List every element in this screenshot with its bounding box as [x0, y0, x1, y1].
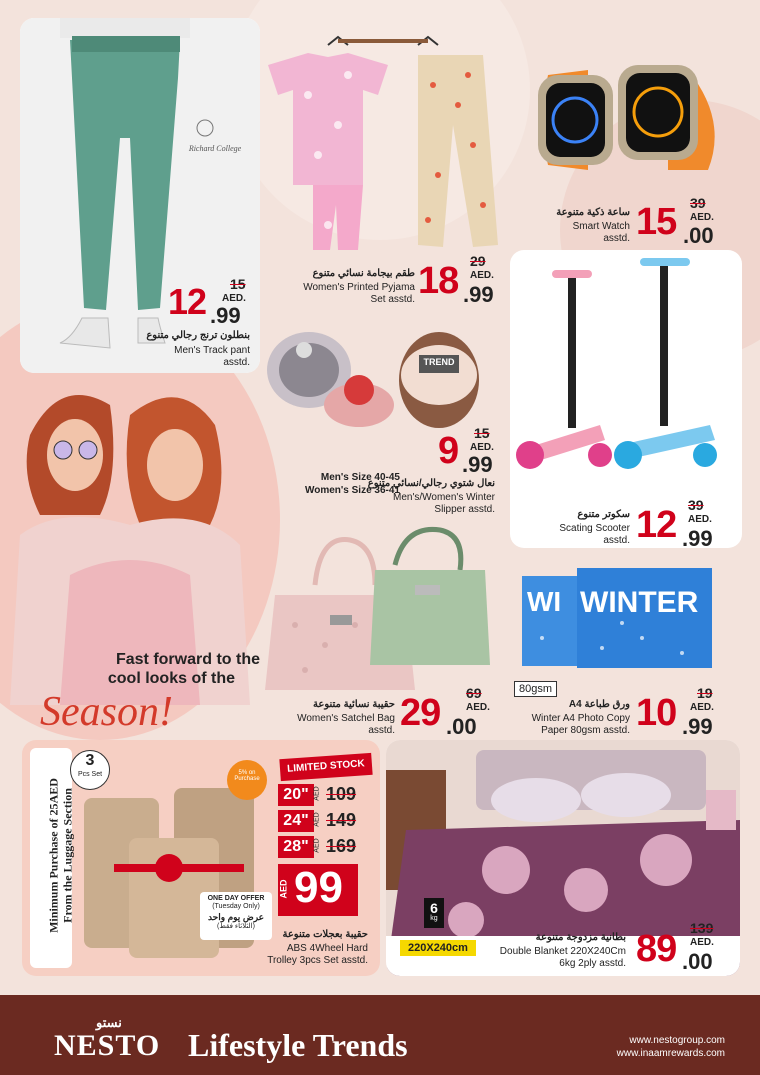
bag-en1: Women's Satchel Bag: [297, 713, 395, 724]
slipper-price-dec: .99: [462, 452, 493, 477]
trolley-panel[interactable]: [22, 740, 380, 976]
trolley-size-aed: AED: [313, 812, 321, 827]
paper-price-dec: .99: [682, 714, 713, 739]
pyjama-en1: Women's Printed Pyjama: [303, 282, 415, 293]
pyjama-old-price: 29: [470, 253, 486, 269]
trolley-size-rows: [278, 784, 372, 862]
scooter-panel[interactable]: [510, 250, 742, 551]
slipper-ar: نعال شتوي رجالي/نسائي متنوع: [367, 478, 495, 489]
footer-url2[interactable]: www.inaamrewards.com: [616, 1048, 725, 1059]
slipper-size2: Women's Size 36-41: [304, 485, 400, 496]
pyjama-price: 18: [418, 260, 459, 302]
slipper-aed: AED.: [470, 442, 494, 453]
paper-ar: ورق طباعة A4: [568, 699, 630, 710]
paper-price: 10: [636, 692, 677, 734]
trolley-size-label: 24": [278, 810, 314, 832]
trolley-price-aed: AED: [278, 879, 289, 899]
trackpant-old-price: 15: [230, 276, 246, 292]
paper-en1: Winter A4 Photo Copy: [531, 713, 630, 724]
bag-aed: AED.: [466, 702, 490, 713]
blanket-panel[interactable]: [386, 740, 740, 976]
trackpant-en1: Men's Track pant: [174, 345, 250, 356]
trackpant-price: 12: [168, 281, 207, 322]
bag-en2: asstd.: [368, 725, 395, 736]
trolley-size-label: 20": [278, 784, 314, 806]
promo-script: Season!: [40, 689, 173, 735]
paper-gsm: 80gsm: [514, 681, 557, 697]
trolley-size-row: [278, 810, 372, 836]
slipper-tag: TREND: [423, 357, 455, 367]
trackpant-ar: بنطلون ترنج رجالي متنوع: [146, 330, 250, 341]
trolley-en1: ABS 4Wheel Hard: [286, 943, 368, 954]
watch-price: 15: [636, 201, 677, 243]
paper-aed: AED.: [690, 702, 714, 713]
trolley-pcs-label: Pcs Set: [77, 771, 103, 778]
trolley-side-text2: From the Luggage Section: [60, 788, 75, 923]
footer: [0, 995, 760, 1075]
trolley-one-day-2: (Tuesday Only): [212, 903, 260, 911]
watch-ar: ساعة ذكية متنوعة: [556, 207, 630, 218]
promo-line1: Fast forward to the: [115, 651, 260, 668]
trolley-size-old: 169: [326, 836, 357, 856]
promo-line2: cool looks of the: [107, 670, 235, 687]
slipper-en2: Slipper asstd.: [434, 504, 495, 515]
blanket-ar: بطانية مزدوجة متنوعة: [535, 932, 626, 943]
paper-old-price: 19: [697, 685, 713, 701]
blanket-price-dec: .00: [682, 949, 713, 974]
scooter-en2: asstd.: [603, 535, 630, 546]
bag-price-dec: .00: [446, 714, 477, 739]
trolley-size-aed: AED: [313, 838, 321, 853]
slipper-image: [264, 305, 499, 435]
trackpant-price-dec: .99: [210, 303, 241, 328]
trolley-price: 99: [294, 863, 343, 912]
trolley-size-row: [278, 836, 372, 862]
trackpant-brand-logo: Richard College: [188, 144, 242, 153]
blanket-aed: AED.: [690, 937, 714, 948]
scooter-ar: سكوتر متنوع: [577, 509, 630, 520]
scooter-en1: Scating Scooter: [559, 523, 630, 534]
blanket-weight-tag: [424, 898, 444, 928]
bag-ar: حقيبة نسائية متنوعة: [313, 699, 395, 710]
bag-price: 29: [400, 692, 441, 734]
paper-box2-text: WINTER: [580, 586, 699, 619]
pyjama-price-dec: .99: [463, 282, 494, 307]
blanket-size-tag: 220X240cm: [400, 940, 476, 956]
trackpant-aed: AED.: [222, 293, 246, 304]
blanket-weight: 6: [430, 900, 438, 916]
trolley-limited-stock: LIMITED STOCK: [279, 753, 372, 781]
trolley-pcs-badge: [70, 750, 110, 790]
trolley-one-day-ar2: (الثلاثاء فقط): [217, 922, 255, 930]
trolley-one-day-1: ONE DAY OFFER: [207, 895, 265, 902]
trolley-pcs-num: 3: [85, 752, 95, 769]
trolley-one-day-ar1: عرض يوم واحد: [207, 911, 265, 922]
trolley-en2: Trolley 3pcs Set asstd.: [267, 955, 368, 966]
pyjama-en2: Set asstd.: [370, 294, 415, 305]
watch-old-price: 39: [690, 195, 706, 211]
scooter-image: [510, 250, 742, 551]
slipper-price: 9: [438, 430, 459, 472]
trolley-size-row: [278, 784, 372, 810]
scooter-old-price: 39: [688, 497, 704, 513]
trolley-size-old: 149: [326, 810, 357, 830]
trackpant-en2: asstd.: [223, 357, 250, 368]
footer-brand[interactable]: NESTO: [54, 1029, 161, 1062]
trolley-size-old: 109: [326, 784, 357, 804]
footer-url1[interactable]: www.nestogroup.com: [629, 1035, 725, 1046]
scooter-price: 12: [636, 504, 677, 546]
watch-en2: asstd.: [603, 233, 630, 244]
watch-price-dec: .00: [683, 223, 714, 248]
pyjama-ar: طقم بيجامة نسائي متنوع: [312, 268, 415, 279]
blanket-en1: Double Blanket 220X240Cm: [499, 946, 626, 957]
slipper-size1: Men's Size 40-45: [320, 472, 400, 483]
scooter-aed: AED.: [688, 514, 712, 525]
scooter-price-dec: .99: [682, 526, 713, 551]
footer-brand-ar: نستو: [96, 1015, 122, 1030]
blanket-en2: 6kg 2ply asstd.: [559, 958, 626, 969]
slipper-old-price: 15: [474, 425, 490, 441]
trolley-size-aed: AED: [313, 786, 321, 801]
paper-en2: Paper 80gsm asstd.: [541, 725, 630, 736]
trolley-ar: حقيبة بعجلات متنوعة: [282, 929, 368, 940]
trolley-side-text1: Minimum Purchase of 25AED: [46, 778, 61, 933]
bag-old-price: 69: [466, 685, 482, 701]
trolley-percent-badge: 5% on Purchase: [227, 760, 267, 800]
blanket-price: 89: [636, 928, 677, 970]
watch-en1: Smart Watch: [572, 221, 630, 232]
bag-image: [265, 525, 495, 690]
paper-box1-text: WI: [527, 586, 562, 617]
blanket-weight-unit: kg: [430, 915, 438, 922]
trolley-price-box: [278, 864, 358, 916]
pyjama-image: [268, 35, 518, 255]
pyjama-aed: AED.: [470, 270, 494, 281]
blanket-old-price: 139: [690, 920, 714, 936]
trolley-size-label: 28": [278, 836, 314, 858]
watch-image: [528, 45, 738, 195]
slipper-en1: Men's/Women's Winter: [393, 492, 495, 503]
watch-aed: AED.: [690, 212, 714, 223]
footer-title: Lifestyle Trends: [188, 1027, 408, 1063]
